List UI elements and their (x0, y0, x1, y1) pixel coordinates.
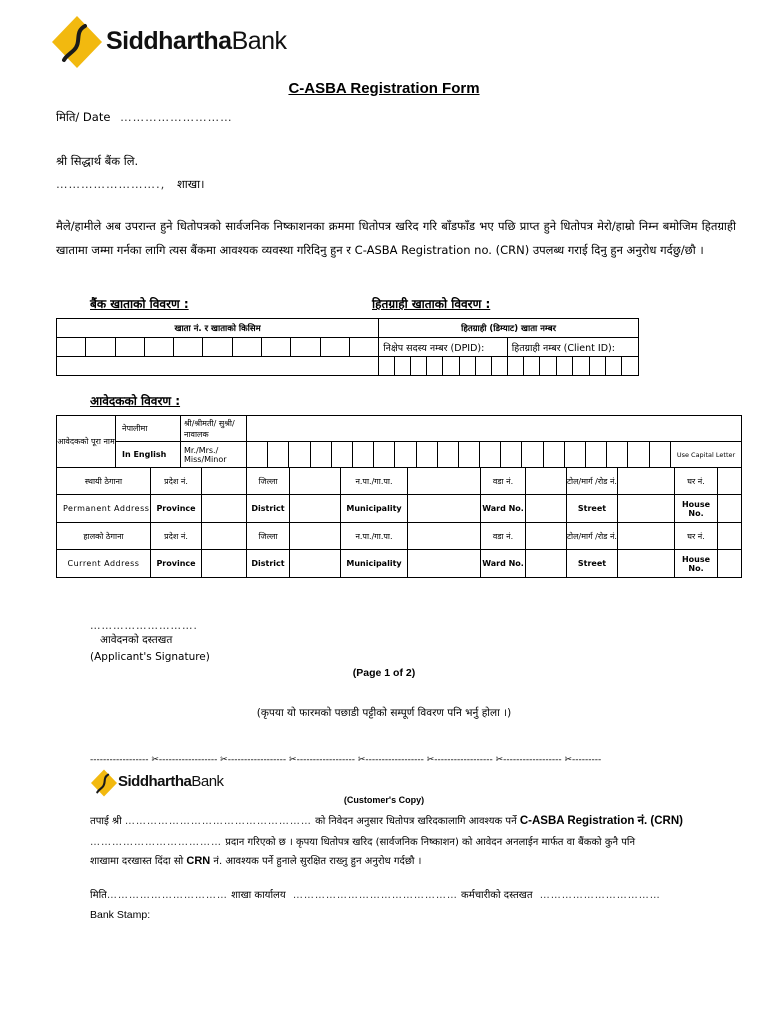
page-number: (Page 1 of 2) (352, 667, 416, 679)
house-en-label: House No. (675, 495, 718, 523)
dpid-box[interactable] (427, 357, 443, 376)
name-letter-box[interactable] (331, 442, 352, 468)
house-field[interactable] (718, 468, 742, 495)
house-en-label: House No. (675, 550, 718, 578)
bank-logo-mark-icon (52, 16, 102, 68)
client-id-box[interactable] (524, 357, 540, 376)
name-letter-box[interactable] (628, 442, 649, 468)
dpid-box[interactable] (443, 357, 459, 376)
street-en-label: Street (567, 550, 618, 578)
dpid-box[interactable] (459, 357, 475, 376)
ward-field[interactable] (526, 550, 567, 578)
client-id-box[interactable] (622, 357, 639, 376)
dpid-box[interactable] (491, 357, 507, 376)
name-letter-box[interactable] (416, 442, 437, 468)
district-field[interactable] (290, 523, 341, 550)
account-box[interactable] (320, 338, 349, 357)
ward-en-label: Ward No. (481, 550, 526, 578)
client-id-box[interactable] (573, 357, 589, 376)
title-en-label: Mr./Mrs./ Miss/Minor (181, 442, 247, 468)
ward-np-label: वडा नं. (481, 523, 526, 550)
cut-line: ------------------ ✂------------------ ✂------------------ ✂------------------ ✂------------------ ✂------------------ ✂------------------ ✂--------- (90, 755, 602, 765)
client-id-box[interactable] (507, 357, 523, 376)
name-letter-box[interactable] (522, 442, 543, 468)
customer-copy-line2: ……………………………… प्रदान गरिएको छ । कृपया धितोपत्र खरिद (सार्वजनिक निष्काशन) को आवेदन अनलाईन मार्फत वा बैंकको कुनै पनि (90, 837, 636, 848)
bank-name: SiddharthaBank (106, 27, 287, 55)
name-letter-box[interactable] (543, 442, 564, 468)
ward-field[interactable] (526, 523, 567, 550)
name-nepali-field[interactable] (247, 416, 742, 442)
province-en-label: Province (151, 550, 202, 578)
current-address-np-label: हालको ठेगाना (57, 523, 151, 550)
ward-field[interactable] (526, 495, 567, 523)
bank-stamp-label: Bank Stamp: (90, 909, 151, 921)
municipality-np-label: न.पा./गा.पा. (341, 523, 408, 550)
province-field[interactable] (202, 495, 247, 523)
applicant-heading: आवेदकको विवरण : (90, 394, 181, 408)
client-id-box[interactable] (605, 357, 621, 376)
name-letter-box[interactable] (374, 442, 395, 468)
customer-copy-label: (Customer's Copy) (343, 795, 425, 805)
province-field[interactable] (202, 468, 247, 495)
name-letter-box[interactable] (247, 442, 268, 468)
addressee-line: श्री सिद्धार्थ बैंक लि. (56, 154, 139, 168)
client-id-label: हितग्राही नम्बर (Client ID): (507, 338, 638, 357)
back-page-note: (कृपया यो फारमको पछाडी पट्टीको सम्पूर्ण विवरण पनि भर्नु होला ।) (256, 707, 512, 719)
house-np-label: घर नं. (675, 468, 718, 495)
account-box[interactable] (86, 338, 115, 357)
house-field[interactable] (718, 495, 742, 523)
district-field[interactable] (290, 468, 341, 495)
account-box[interactable] (291, 338, 320, 357)
nepali-label: नेपालीमा (116, 416, 181, 442)
street-field[interactable] (618, 550, 675, 578)
customer-copy-line1: तपाई श्री …………………………………………… को निवेदन अनुसार धितोपत्र खरिदकालागि आवश्यक पर्ने C-ASBA Registration नं. (CRN) (90, 815, 683, 827)
province-np-label: प्रदेश नं. (151, 468, 202, 495)
district-en-label: District (247, 550, 290, 578)
customer-copy-line3: शाखामा दरखास्त दिंदा सो CRN नं. आवश्यक पर्ने हुनाले सुरक्षित राख्नु हुन अनुरोध गर्दछौ । (90, 855, 422, 867)
name-letter-box[interactable] (501, 442, 522, 468)
demat-col-header: हितग्राही (डिम्याट) खाता नम्बर (379, 319, 639, 338)
name-letter-box[interactable] (310, 442, 331, 468)
municipality-field[interactable] (408, 523, 481, 550)
bank-logo-mark-icon (91, 769, 117, 797)
district-field[interactable] (290, 550, 341, 578)
client-id-box[interactable] (540, 357, 556, 376)
bank-account-col-header: खाता नं. र खाताको किसिम (57, 319, 379, 338)
ward-field[interactable] (526, 468, 567, 495)
name-letter-box[interactable] (458, 442, 479, 468)
customer-copy-sign-line: मिति…………………………… शाखा कार्यालय ……………………………………… कर्मचारीको दस्तखत …………………………… (90, 890, 661, 901)
district-en-label: District (247, 495, 290, 523)
province-en-label: Province (151, 495, 202, 523)
ward-np-label: वडा नं. (481, 468, 526, 495)
bank-account-heading: बैंक खाताको विवरण : (90, 297, 189, 311)
form-title: C-ASBA Registration Form (288, 80, 480, 97)
dpid-box[interactable] (395, 357, 411, 376)
english-label: In English (116, 442, 181, 468)
dpid-box[interactable] (475, 357, 491, 376)
name-letter-box[interactable] (480, 442, 501, 468)
demat-account-heading: हितग्राही खाताको विवरण : (372, 297, 491, 311)
account-box[interactable] (115, 338, 144, 357)
signature-dots: ………………………. (90, 620, 198, 632)
date-line: मिति/ Date ……………………… (56, 110, 233, 124)
municipality-np-label: न.पा./गा.पा. (341, 468, 408, 495)
account-table (56, 318, 639, 376)
full-name-label: आवेदकको पूरा नाम (57, 416, 116, 468)
street-field[interactable] (618, 495, 675, 523)
account-box[interactable] (232, 338, 261, 357)
account-box[interactable] (57, 338, 86, 357)
name-letter-box[interactable] (564, 442, 585, 468)
account-box[interactable] (174, 338, 203, 357)
permanent-address-en-label: Permanent Address (57, 495, 151, 523)
province-np-label: प्रदेश नं. (151, 523, 202, 550)
title-np-label: श्री/श्रीमती/ सुश्री/नावालक (181, 416, 247, 442)
street-field[interactable] (618, 523, 675, 550)
house-np-label: घर नं. (675, 523, 718, 550)
account-box[interactable] (349, 338, 378, 357)
district-np-label: जिल्ला (247, 468, 290, 495)
client-id-box[interactable] (556, 357, 572, 376)
applicant-table (56, 415, 742, 468)
municipality-field[interactable] (408, 495, 481, 523)
client-id-box[interactable] (589, 357, 605, 376)
ward-en-label: Ward No. (481, 495, 526, 523)
address-table (56, 467, 742, 578)
name-letter-box[interactable] (289, 442, 310, 468)
name-letter-box[interactable] (649, 442, 670, 468)
name-letter-box[interactable] (586, 442, 607, 468)
capital-letter-note: Use Capital Letter (671, 442, 742, 468)
account-box[interactable] (203, 338, 232, 357)
street-en-label: Street (567, 495, 618, 523)
street-np-label: टोल/मार्ग /रोड नं. (567, 468, 618, 495)
municipality-field[interactable] (408, 550, 481, 578)
signature-label-np: आवेदनको दस्तखत (100, 634, 173, 646)
permanent-address-np-label: स्थायी ठेगाना (57, 468, 151, 495)
branch-line: ……………………., शाखा। (56, 177, 205, 191)
name-letter-box[interactable] (437, 442, 458, 468)
municipality-field[interactable] (408, 468, 481, 495)
municipality-en-label: Municipality (341, 550, 408, 578)
province-field[interactable] (202, 550, 247, 578)
dpid-label: निक्षेप सदस्य नम्बर (DPID): (379, 338, 508, 357)
bank-name-small: SiddharthaBank (118, 773, 224, 790)
account-box[interactable] (144, 338, 173, 357)
account-box[interactable] (261, 338, 290, 357)
signature-label-en: (Applicant's Signature) (90, 651, 210, 663)
name-letter-box[interactable] (395, 442, 416, 468)
province-field[interactable] (202, 523, 247, 550)
municipality-en-label: Municipality (341, 495, 408, 523)
district-field[interactable] (290, 495, 341, 523)
name-letter-box[interactable] (268, 442, 289, 468)
street-field[interactable] (618, 468, 675, 495)
intro-paragraph: मैले/हामीले अब उपरान्त हुने धितोपत्रको सार्वजनिक निष्काशनका क्रममा धितोपत्र खरिद गरि बाँडफाँड भए पछि प्राप्त हुने धितोपत्र मेरो/हाम्रो निम्न बमोजिम हितग्राही खातामा जम्मा गर्नका लागि त्यस बैंकमा आवश्यक व्यवस्था गरिदिनु हुन र C-ASBA Registration no. (CRN) उपलब्ध गराई दिनु हुन अनुरोध गर्दछु/छौ । (56, 219, 736, 257)
house-field[interactable] (718, 550, 742, 578)
account-type-field[interactable] (57, 357, 379, 376)
house-field[interactable] (718, 523, 742, 550)
dpid-box[interactable] (411, 357, 427, 376)
name-letter-box[interactable] (352, 442, 373, 468)
street-np-label: टोल/मार्ग /रोड नं. (567, 523, 618, 550)
name-letter-box[interactable] (607, 442, 628, 468)
current-address-en-label: Current Address (57, 550, 151, 578)
dpid-box[interactable] (379, 357, 395, 376)
district-np-label: जिल्ला (247, 523, 290, 550)
